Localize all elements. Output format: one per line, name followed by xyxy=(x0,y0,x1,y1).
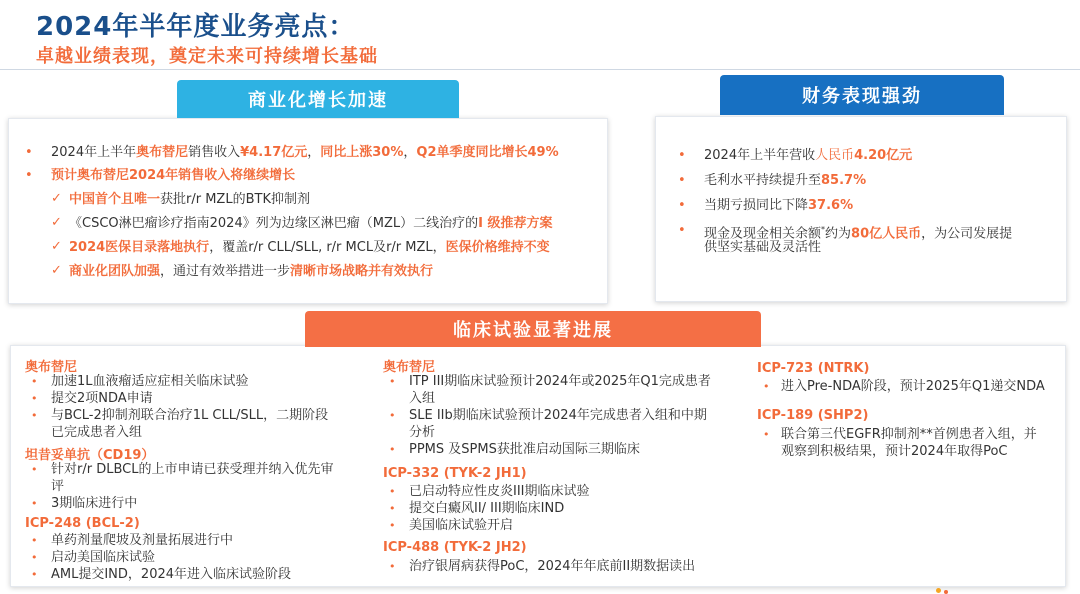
bullet-icon: • xyxy=(763,380,770,393)
bullet-icon: • xyxy=(31,534,38,547)
list-item-continuation: 评 xyxy=(51,479,65,494)
list-item-continuation: 已完成患者入组 xyxy=(51,425,143,440)
list-item: 针对r/r DLBCL的上市申请已获受理并纳入优先审 xyxy=(51,462,334,477)
checkmark-icon: ✓ xyxy=(51,239,62,254)
commercial-tab: 商业化增长加速 xyxy=(177,80,459,118)
bullet-icon: • xyxy=(25,168,33,183)
financial-panel xyxy=(655,116,1067,302)
section-icp-488: ICP-488 (TYK-2 JH2) xyxy=(383,540,527,555)
commercial-check-2: 《CSCO淋巴瘤诊疗指南2024》列为边缘区淋巴瘤（MZL）二线治疗的I 级推荐方案 xyxy=(69,216,553,231)
list-item: PPMS 及SPMS获批准启动国际三期临床 xyxy=(409,442,640,457)
bullet-icon: • xyxy=(31,392,38,405)
bullet-icon: • xyxy=(678,173,686,188)
list-item-continuation: 分析 xyxy=(409,425,436,440)
list-item-continuation: 观察到积极结果，预计2024年取得PoC xyxy=(781,444,1008,459)
bullet-icon: • xyxy=(31,375,38,388)
list-item: 联合第三代EGFR抑制剂**首例患者入组，并 xyxy=(781,427,1037,442)
commercial-bullet-1: 2024年上半年奥布替尼销售收入¥4.17亿元，同比上涨30%，Q2单季度同比增长49% xyxy=(51,145,559,160)
list-item: AML提交IND，2024年进入临床试验阶段 xyxy=(51,567,292,582)
decorative-dot xyxy=(936,588,941,593)
commercial-bullet-2: 预计奥布替尼2024年销售收入将继续增长 xyxy=(51,168,296,183)
bullet-icon: • xyxy=(31,463,38,476)
bullet-icon: • xyxy=(389,443,396,456)
list-item: SLE IIb期临床试验预计2024年完成患者入组和中期 xyxy=(409,408,707,423)
financial-bullet-4-line-1: 现金及现金相关余额*约为80亿人民币，为公司发展提 xyxy=(704,225,1013,242)
checkmark-icon: ✓ xyxy=(51,191,62,206)
list-item: 与BCL-2抑制剂联合治疗1L CLL/SLL，二期阶段 xyxy=(51,408,329,423)
section-orelabrutinib-autoimmune: 奥布替尼 xyxy=(383,360,436,375)
list-item: 治疗银屑病获得PoC，2024年年底前II期数据读出 xyxy=(409,559,696,574)
financial-bullet-1: 2024年上半年营收人民币4.20亿元 xyxy=(704,148,913,163)
list-item: 已启动特应性皮炎III期临床试验 xyxy=(409,484,590,499)
list-item: 3期临床进行中 xyxy=(51,496,138,511)
bullet-icon: • xyxy=(389,560,396,573)
list-item: 提交白癜风II/ III期临床IND xyxy=(409,501,565,516)
commercial-check-3: 2024医保目录落地执行，覆盖r/r CLL/SLL, r/r MCL及r/r MZL，医保价格维持不变 xyxy=(69,240,550,255)
section-icp-248: ICP-248 (BCL-2) xyxy=(25,516,140,531)
checkmark-icon: ✓ xyxy=(51,263,62,278)
bullet-icon: • xyxy=(389,485,396,498)
page-subtitle: 卓越业绩表现，奠定未来可持续增长基础 xyxy=(36,46,378,67)
clinical-panel xyxy=(10,345,1066,587)
bullet-icon: • xyxy=(389,519,396,532)
list-item: 加速1L血液瘤适应症相关临床试验 xyxy=(51,374,249,389)
header-divider xyxy=(0,69,1080,70)
bullet-icon: • xyxy=(31,568,38,581)
clinical-tab: 临床试验显著进展 xyxy=(305,311,761,347)
list-item: 提交2项NDA申请 xyxy=(51,391,153,406)
financial-bullet-2: 毛利水平持续提升至85.7% xyxy=(704,173,867,188)
section-icp-723: ICP-723 (NTRK) xyxy=(757,361,870,376)
list-item: 单药剂量爬坡及剂量拓展进行中 xyxy=(51,533,234,548)
bullet-icon: • xyxy=(678,148,686,163)
commercial-panel xyxy=(8,118,608,304)
bullet-icon: • xyxy=(31,497,38,510)
financial-bullet-4-line-2: 供坚实基础及灵活性 xyxy=(704,240,822,255)
list-item: 启动美国临床试验 xyxy=(51,550,156,565)
list-item: 进入Pre-NDA阶段，预计2025年Q1递交NDA xyxy=(781,379,1045,394)
section-orelabrutinib: 奥布替尼 xyxy=(25,360,78,375)
commercial-check-4: 商业化团队加强，通过有效举措进一步清晰市场战略并有效执行 xyxy=(69,264,434,279)
bullet-icon: • xyxy=(31,409,38,422)
section-icp-189: ICP-189 (SHP2) xyxy=(757,408,869,423)
list-item: 美国临床试验开启 xyxy=(409,518,514,533)
bullet-icon: • xyxy=(389,502,396,515)
financial-tab: 财务表现强劲 xyxy=(720,75,1004,115)
bullet-icon: • xyxy=(678,198,686,213)
bullet-icon: • xyxy=(25,145,33,160)
bullet-icon: • xyxy=(31,551,38,564)
bullet-icon: • xyxy=(389,375,396,388)
bullet-icon: • xyxy=(389,409,396,422)
section-tafasitamab: 坦昔妥单抗（CD19） xyxy=(25,448,155,463)
bullet-icon: • xyxy=(763,428,770,441)
bullet-icon: • xyxy=(678,223,686,238)
decorative-dot xyxy=(944,590,948,594)
section-icp-332: ICP-332 (TYK-2 JH1) xyxy=(383,466,527,481)
financial-bullet-3: 当期亏损同比下降37.6% xyxy=(704,198,854,213)
commercial-check-1: 中国首个且唯一获批r/r MZL的BTK抑制剂 xyxy=(69,192,310,207)
list-item-continuation: 入组 xyxy=(409,391,436,406)
list-item: ITP III期临床试验预计2024年或2025年Q1完成患者 xyxy=(409,374,711,389)
page-title: 2024年半年度业务亮点： xyxy=(36,12,356,42)
checkmark-icon: ✓ xyxy=(51,215,62,230)
